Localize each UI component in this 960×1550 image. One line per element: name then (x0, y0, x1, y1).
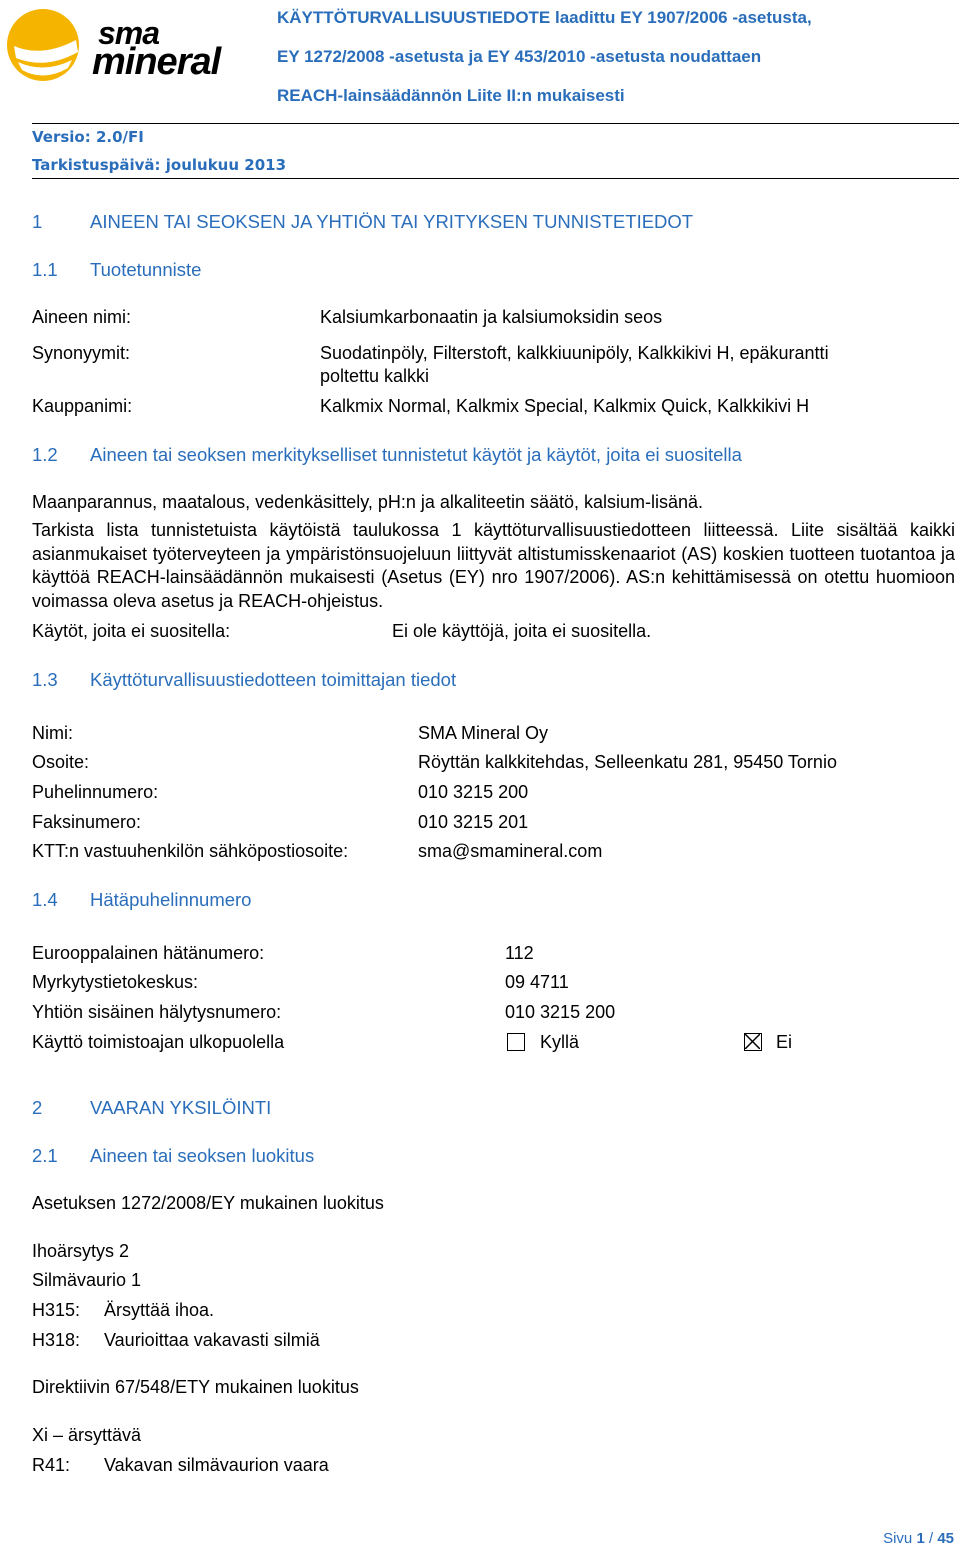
supplier-email-label: KTT:n vastuuhenkilön sähköpostiosoite: (32, 841, 349, 861)
page-prefix: Sivu (883, 1530, 913, 1547)
supplier-name-value: SMA Mineral Oy (418, 723, 549, 743)
no-checkbox[interactable] (744, 1033, 762, 1051)
company-logo (6, 6, 264, 86)
logo-sun-icon (6, 8, 80, 82)
substance-name-value: Kalsiumkarbonaatin ja kalsiumoksidin seos (320, 307, 663, 327)
dsd-classification-heading: Direktiivin 67/548/ETY mukainen luokitus (32, 1377, 359, 1397)
eu-emergency-value: 112 (505, 943, 534, 963)
risk-phrase-text: Vakavan silmävaurion vaara (104, 1455, 329, 1475)
identified-uses-text: Maanparannus, maatalous, vedenkäsittely, pH:n ja alkaliteetin säätö, kalsium-lisänä. (32, 492, 704, 512)
yes-checkbox-label: Kyllä (540, 1032, 580, 1052)
synonyms-value-continued: poltettu kalkki (320, 366, 430, 386)
clp-class-item: Ihoärsytys 2 (32, 1241, 130, 1261)
hazard-statement-text: Vaurioittaa vakavasti silmiä (104, 1330, 320, 1350)
outside-office-hours-label: Käyttö toimistoajan ulkopuolella (32, 1032, 285, 1052)
uses-paragraph: Tarkista lista tunnistetuista käytöistä taulukossa 1 käyttöturvallisuustiedotteen liitteessä. Liite sisältää kaikki asianmukaiset työterveyteen ja ympäristönsuojeluun liittyvät altistumisskenaariot (AS) koskien tuotteen tuotantoa ja käyttöä REACH-lainsäädännön mukaisesti (Asetus (EY) nro 1907/2006). AS:n kehittämisessä on otettu huomioon voimassa oleva asetus ja REACH-ohjeistus. (32, 520, 955, 611)
dsd-symbol: Xi – ärsyttävä (32, 1425, 142, 1445)
review-date-text: Tarkistuspäivä: joulukuu 2013 (32, 156, 287, 174)
supplier-email-link[interactable]: sma@smamineral.com (418, 841, 603, 861)
page-current: 1 (916, 1530, 925, 1547)
hazard-statement-code: H318: (32, 1330, 81, 1350)
page-separator: / (928, 1530, 934, 1547)
document-title-line-3: REACH-lainsäädännön Liite II:n mukaisesti (277, 86, 625, 105)
header-rule-1 (32, 123, 959, 124)
supplier-fax-value: 010 3215 201 (418, 812, 529, 832)
supplier-address-value: Röyttän kalkkitehdas, Selleenkatu 281, 95450 Tornio (418, 752, 837, 772)
substance-name-label: Aineen nimi: (32, 307, 132, 327)
uses-not-recommended-label: Käytöt, joita ei suositella: (32, 621, 231, 641)
supplier-fax-label: Faksinumero: (32, 812, 142, 832)
hazard-statement-code: H315: (32, 1300, 81, 1320)
clp-class-item: Silmävaurio 1 (32, 1270, 142, 1290)
supplier-address-label: Osoite: (32, 752, 90, 772)
logo-text-sma: sma (98, 15, 160, 51)
logo-text-mineral: mineral (92, 41, 221, 83)
internal-alarm-label: Yhtiön sisäinen hälytysnumero: (32, 1002, 282, 1022)
hazard-statement-text: Ärsyttää ihoa. (104, 1300, 215, 1320)
supplier-phone-value: 010 3215 200 (418, 782, 529, 802)
document-title-line-1: KÄYTTÖTURVALLISUUSTIEDOTE laadittu EY 1907/2006 -asetusta, (277, 8, 812, 27)
document-title-line-2: EY 1272/2008 -asetusta ja EY 453/2010 -asetusta noudattaen (277, 47, 762, 66)
trade-name-label: Kauppanimi: (32, 396, 133, 416)
uses-not-recommended-value: Ei ole käyttöjä, joita ei suositella. (392, 621, 652, 641)
supplier-phone-label: Puhelinnumero: (32, 782, 159, 802)
no-checkbox-label: Ei (776, 1032, 793, 1052)
synonyms-value: Suodatinpöly, Filterstoft, kalkkiuunipöly, Kalkkikivi H, epäkurantti (320, 343, 829, 363)
version-text: Versio: 2.0/FI (32, 128, 144, 146)
poison-centre-label: Myrkytystietokeskus: (32, 972, 199, 992)
yes-checkbox[interactable] (507, 1033, 525, 1051)
header-rule-2 (32, 178, 959, 179)
synonyms-label: Synonyymit: (32, 343, 131, 363)
supplier-name-label: Nimi: (32, 723, 73, 743)
internal-alarm-value: 010 3215 200 (505, 1002, 616, 1022)
checked-x-icon (745, 1034, 760, 1049)
page-total: 45 (937, 1530, 954, 1547)
poison-centre-value: 09 4711 (505, 972, 569, 992)
clp-classification-heading: Asetuksen 1272/2008/EY mukainen luokitus (32, 1193, 384, 1213)
eu-emergency-label: Eurooppalainen hätänumero: (32, 943, 265, 963)
risk-phrase-code: R41: (32, 1455, 71, 1475)
trade-name-value: Kalkmix Normal, Kalkmix Special, Kalkmix Quick, Kalkkikivi H (320, 396, 810, 416)
page-number (883, 1530, 954, 1547)
